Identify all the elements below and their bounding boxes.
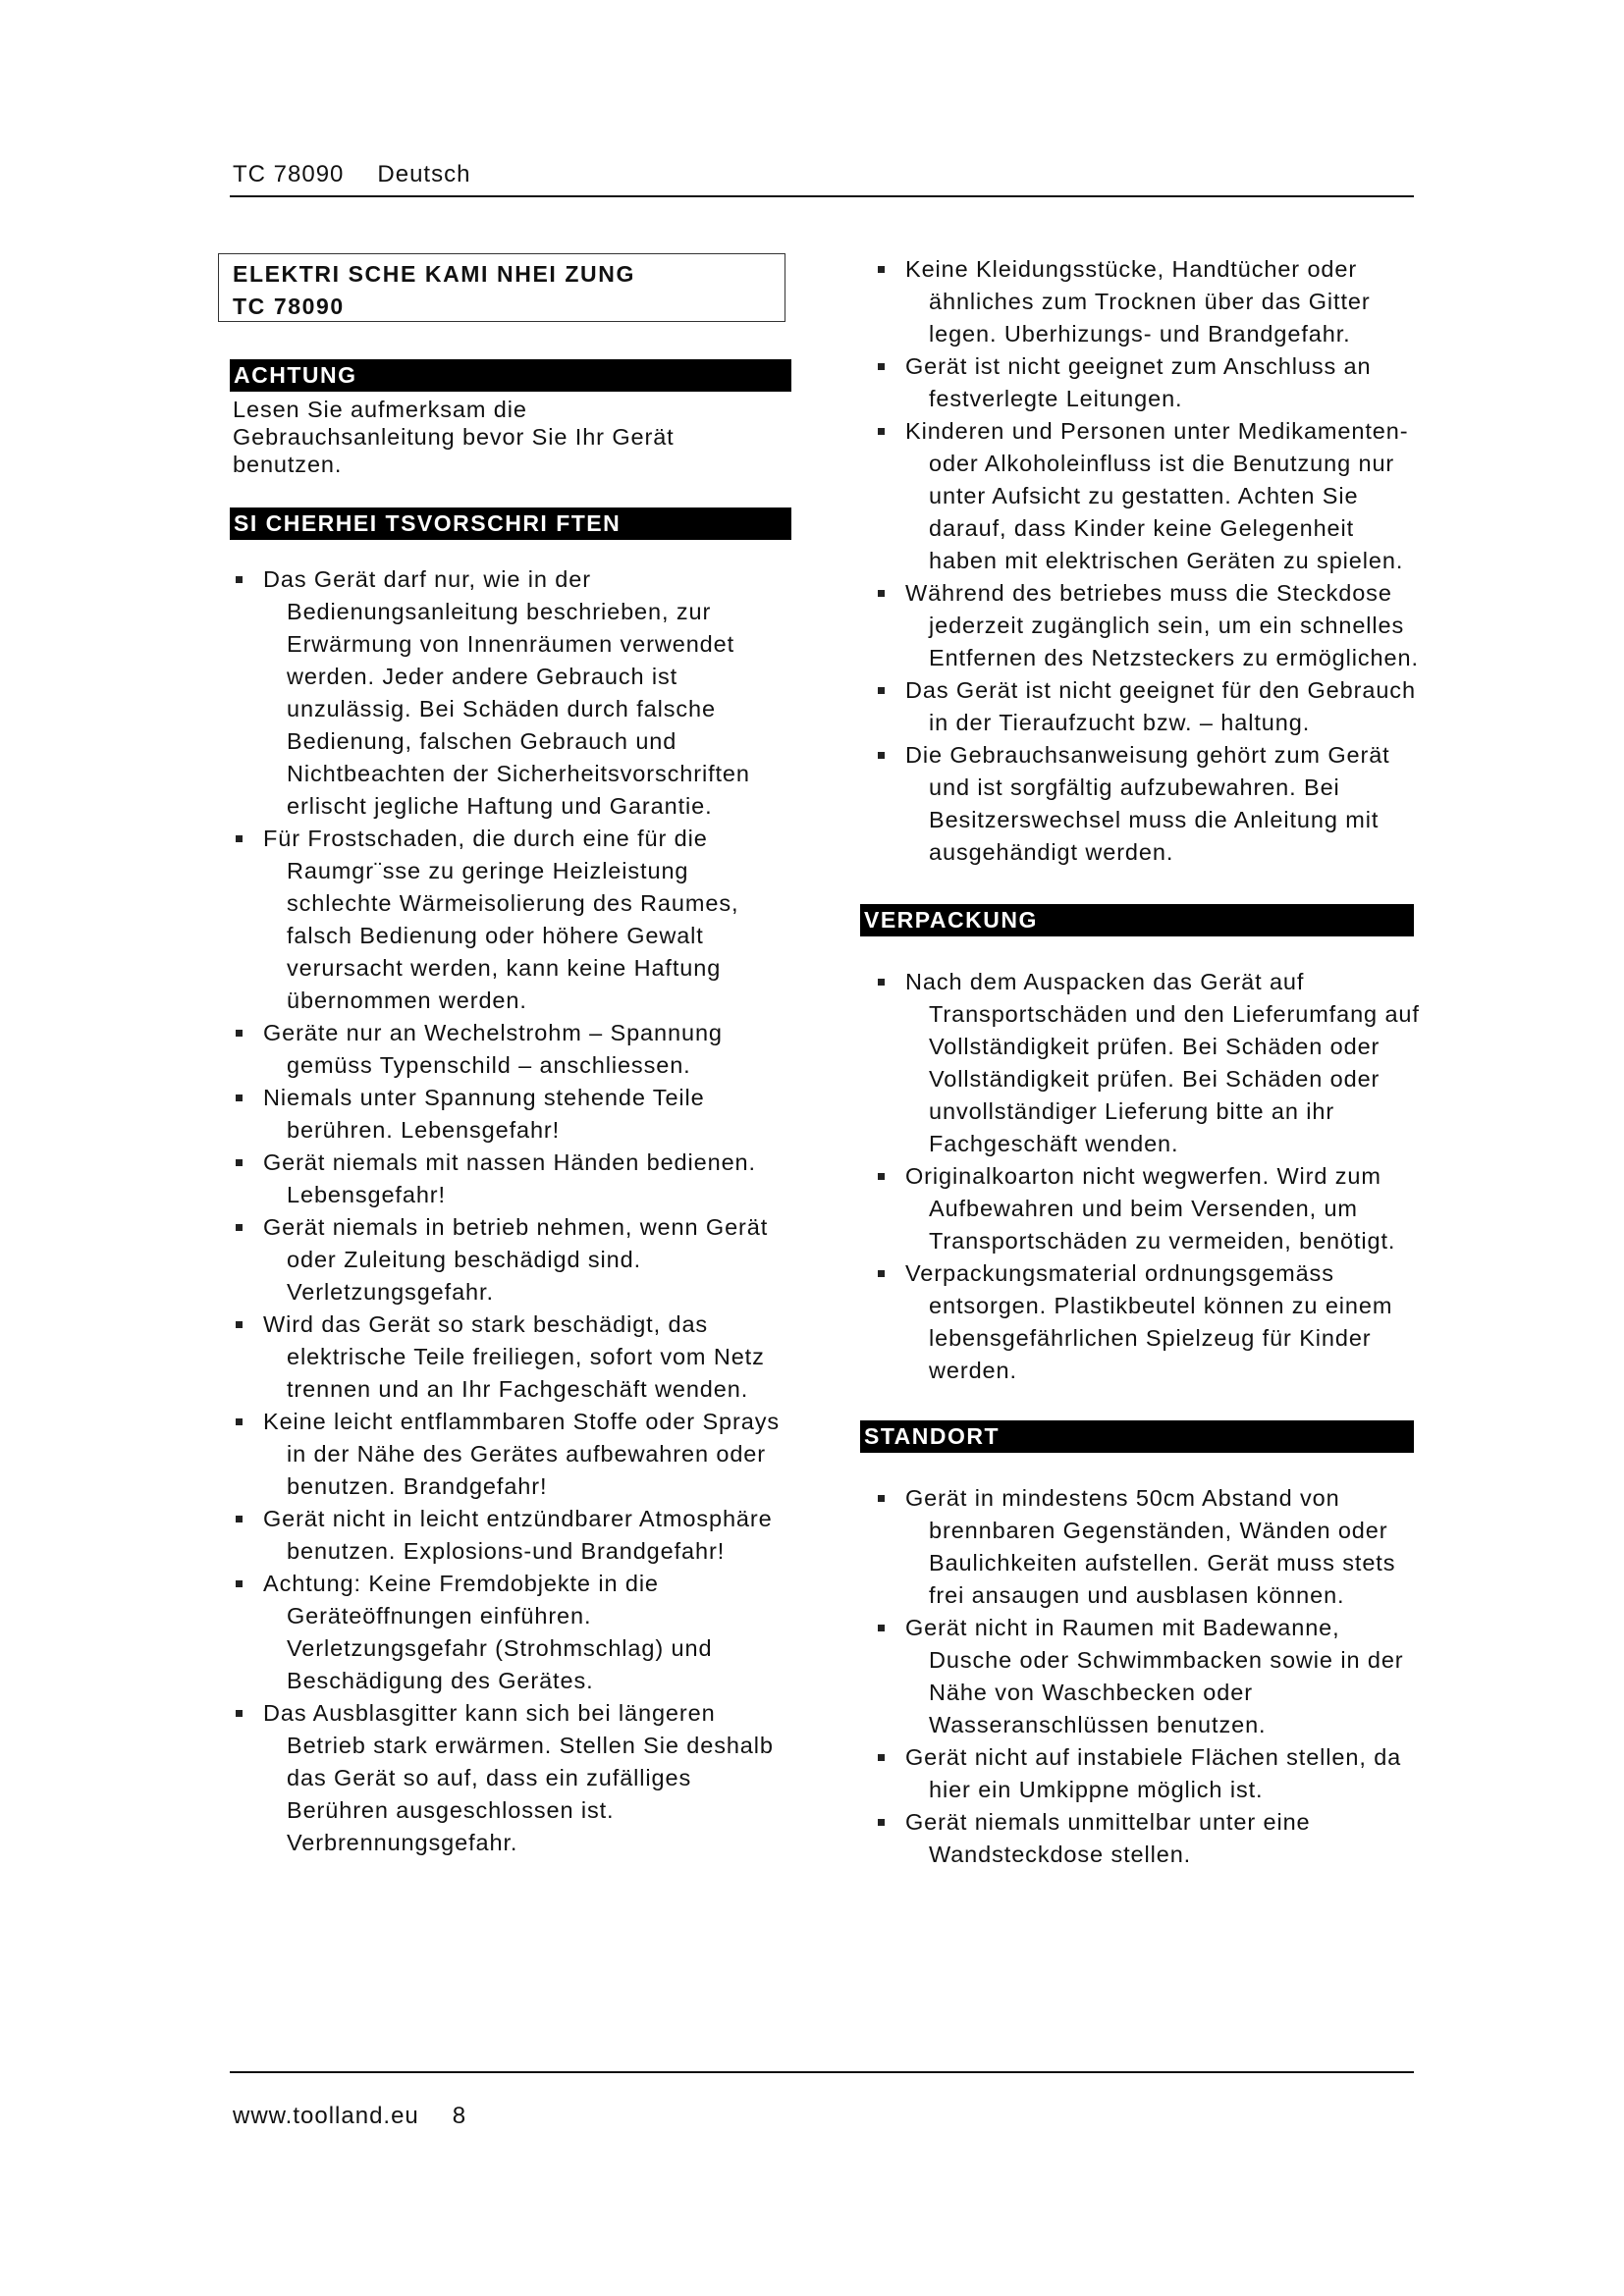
bullet-icon bbox=[878, 687, 885, 694]
header-divider bbox=[230, 195, 1414, 197]
list-item: Verpackungsmaterial ordnungsgemäss entsorgen. Plastikbeutel können zu einem lebensgefährlichen Spielzeug für Kinder werden. bbox=[860, 1257, 1420, 1387]
bullet-icon bbox=[236, 835, 243, 842]
list-item: Das Ausblasgitter kann sich bei längeren Betrieb stark erwärmen. Stellen Sie deshalb das Gerät so auf, dass ein zufälliges Berühren ausgeschlossen ist. Verbrennungsgefahr. bbox=[218, 1697, 787, 1859]
bullet-icon bbox=[878, 752, 885, 759]
list-item: Gerät nicht auf instabiele Flächen stellen, da hier ein Umkippne möglich ist. bbox=[860, 1741, 1420, 1806]
list-item: Gerät niemals mit nassen Händen bedienen. Lebensgefahr! bbox=[218, 1147, 787, 1211]
list-item: Keine leicht entflammbaren Stoffe oder Sprays in der Nähe des Gerätes aufbewahren oder benutzen. Brandgefahr! bbox=[218, 1406, 787, 1503]
bullet-icon bbox=[878, 1173, 885, 1180]
list-item: Achtung: Keine Fremdobjekte in die Geräteöffnungen einführen. Verletzungsgefahr (Strohmschlag) und Beschädigung des Gerätes. bbox=[218, 1568, 787, 1697]
achtung-line: Lesen Sie aufmerksam die bbox=[233, 397, 527, 422]
achtung-line: Gebrauchsanleitung bevor Sie Ihr Gerät bbox=[233, 424, 675, 450]
bullet-icon bbox=[236, 1516, 243, 1522]
title-line-1: ELEKTRI SCHE KAMI NHEI ZUNG bbox=[233, 261, 635, 287]
list-item: Für Frostschaden, die durch eine für die Raumgr¨sse zu geringe Heizleistung schlechte Wärmeisolierung des Raumes, falsch Bedienung oder höhere Gewalt verursacht werden, kann keine Haftung übernommen werden. bbox=[218, 823, 787, 1017]
list-item: Gerät niemals in betrieb nehmen, wenn Gerät oder Zuleitung beschädigd sind. Verletzungsgefahr. bbox=[218, 1211, 787, 1308]
header-language: Deutsch bbox=[377, 161, 471, 187]
list-item: Kinderen und Personen unter Medikamenten- oder Alkoholeinfluss ist die Benutzung nur unter Aufsicht zu gestatten. Achten Sie darauf, dass Kinder keine Gelegenheit haben mit elektrischen Geräten zu spielen. bbox=[860, 415, 1420, 577]
sicherheit-list-continued bbox=[860, 253, 1420, 869]
page-number: 8 bbox=[452, 2103, 467, 2129]
page-footer bbox=[233, 2103, 466, 2130]
bullet-icon bbox=[236, 1710, 243, 1717]
bullet-icon bbox=[878, 428, 885, 435]
list-item: Die Gebrauchsanweisung gehört zum Gerät und ist sorgfältig aufzubewahren. Bei Besitzerswechsel muss die Anleitung mit ausgehändigt werden. bbox=[860, 739, 1420, 869]
bullet-icon bbox=[236, 1321, 243, 1328]
bullet-icon bbox=[236, 1418, 243, 1425]
list-item: Das Gerät ist nicht geeignet für den Gebrauch in der Tieraufzucht bzw. – haltung. bbox=[860, 674, 1420, 739]
bullet-icon bbox=[878, 1270, 885, 1277]
achtung-text bbox=[233, 396, 787, 478]
section-heading-verpackung: VERPACKUNG bbox=[860, 904, 1414, 936]
bullet-icon bbox=[878, 363, 885, 370]
list-item: Während des betriebes muss die Steckdose jederzeit zugänglich sein, um ein schnelles Entfernen des Netzsteckers zu ermöglichen. bbox=[860, 577, 1420, 674]
list-item: Nach dem Auspacken das Gerät auf Transportschäden und den Lieferumfang auf Vollständigkeit prüfen. Bei Schäden oder Vollständigkeit prüfen. Bei Schäden oder unvollständiger Lieferung bitte an ihr Fachgeschäft wenden. bbox=[860, 966, 1420, 1160]
list-item: Gerät in mindestens 50cm Abstand von brennbaren Gegenständen, Wänden oder Baulichkeiten aufstellen. Gerät muss stets frei ansaugen und ausblasen können. bbox=[860, 1482, 1420, 1612]
document-title bbox=[218, 253, 785, 322]
verpackung-list bbox=[860, 966, 1420, 1387]
list-item: Keine Kleidungsstücke, Handtücher oder ähnliches zum Trocknen über das Gitter legen. Uberhizungs- und Brandgefahr. bbox=[860, 253, 1420, 350]
right-column bbox=[860, 253, 1420, 1871]
footer-url[interactable]: www.toolland.eu bbox=[233, 2103, 419, 2129]
bullet-icon bbox=[236, 1159, 243, 1166]
bullet-icon bbox=[236, 1095, 243, 1101]
page-header bbox=[233, 161, 1411, 188]
sicherheit-list bbox=[218, 563, 787, 1859]
bullet-icon bbox=[236, 576, 243, 583]
bullet-icon bbox=[878, 590, 885, 597]
list-item: Geräte nur an Wechelstrohm – Spannung gemüss Typenschild – anschliessen. bbox=[218, 1017, 787, 1082]
section-heading-standort: STANDORT bbox=[860, 1420, 1414, 1453]
bullet-icon bbox=[236, 1224, 243, 1231]
achtung-line: benutzen. bbox=[233, 452, 343, 477]
list-item: Gerät niemals unmittelbar unter eine Wandsteckdose stellen. bbox=[860, 1806, 1420, 1871]
header-model: TC 78090 bbox=[233, 161, 345, 187]
bullet-icon bbox=[236, 1580, 243, 1587]
standort-list bbox=[860, 1482, 1420, 1871]
bullet-icon bbox=[878, 979, 885, 986]
list-item: Wird das Gerät so stark beschädigt, das elektrische Teile freiliegen, sofort vom Netz trennen und an Ihr Fachgeschäft wenden. bbox=[218, 1308, 787, 1406]
list-item: Gerät nicht in Raumen mit Badewanne, Dusche oder Schwimmbacken sowie in der Nähe von Waschbecken oder Wasseranschlüssen benutzen. bbox=[860, 1612, 1420, 1741]
bullet-icon bbox=[236, 1030, 243, 1037]
list-item: Das Gerät darf nur, wie in der Bedienungsanleitung beschrieben, zur Erwärmung von Innenräumen verwendet werden. Jeder andere Gebrauch ist unzulässig. Bei Schäden durch falsche Bedienung, falschen Gebrauch und Nichtbeachten der Sicherheitsvorschriften erlischt jegliche Haftung und Garantie. bbox=[218, 563, 787, 823]
bullet-icon bbox=[878, 1819, 885, 1826]
title-line-2: TC 78090 bbox=[233, 294, 345, 319]
section-heading-achtung: ACHTUNG bbox=[230, 359, 791, 392]
list-item: Originalkoarton nicht wegwerfen. Wird zum Aufbewahren und beim Versenden, um Transportschäden zu vermeiden, benötigt. bbox=[860, 1160, 1420, 1257]
bullet-icon bbox=[878, 1625, 885, 1631]
left-column bbox=[218, 253, 787, 1859]
bullet-icon bbox=[878, 1754, 885, 1761]
footer-divider bbox=[230, 2071, 1414, 2073]
bullet-icon bbox=[878, 266, 885, 273]
list-item: Gerät nicht in leicht entzündbarer Atmosphäre benutzen. Explosions-und Brandgefahr! bbox=[218, 1503, 787, 1568]
list-item: Gerät ist nicht geeignet zum Anschluss an festverlegte Leitungen. bbox=[860, 350, 1420, 415]
section-heading-sicherheit: SI CHERHEI TSVORSCHRI FTEN bbox=[230, 507, 791, 540]
bullet-icon bbox=[878, 1495, 885, 1502]
list-item: Niemals unter Spannung stehende Teile berühren. Lebensgefahr! bbox=[218, 1082, 787, 1147]
